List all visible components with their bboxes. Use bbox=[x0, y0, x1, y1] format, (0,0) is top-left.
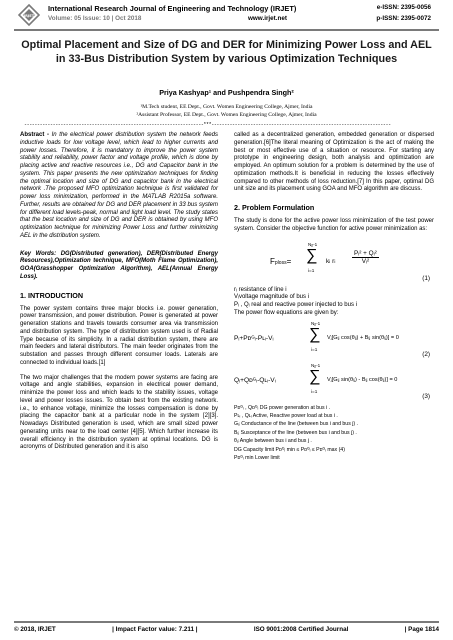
right-paragraph-2: The study is done for the active power loss minimization of the test power system. Consider the objective function for active power minimization as: bbox=[234, 218, 434, 232]
journal-name: International Research Journal of Engineering and Technology (IRJET) bbox=[48, 4, 297, 13]
power-flow-intro: The power flow equations are given by: bbox=[234, 309, 339, 316]
intro-paragraph-1: The power system contains three major blocks i.e. power generation, power transmission, and power distribution. Power is generated at power generation stations and travels towards consumer area via transmission and distribution system. The type of distribution system used is of Radial Type because of its simplicity. In a radial distribution system, there are main feeders and lateral distributors. The main feeder originates from the substation and passes through different consumer loads. Laterals are connected to individual loads.[1] bbox=[20, 305, 218, 366]
footer-impact-factor: | Impact Factor value: 7.211 | bbox=[112, 626, 198, 633]
footer-page-number: | Page 1814 bbox=[404, 626, 439, 633]
journal-header bbox=[0, 0, 453, 28]
def-pq: Pᵢ , Qᵢ real and reactive power injected to bus i bbox=[234, 302, 357, 308]
eq2-sum-lower: i=1 bbox=[311, 346, 318, 352]
journal-website-link[interactable]: www.irjet.net bbox=[248, 15, 287, 22]
right-column bbox=[234, 132, 434, 462]
eq1-term: ki ri bbox=[326, 257, 336, 265]
def-dg-power: Pᴅᴳᵢ , Qᴅᴳᵢ DG power generation at bus i . bbox=[234, 404, 331, 411]
def-r: rᵢ resistance of line i bbox=[234, 286, 287, 293]
abstract-label: Abstract - bbox=[20, 132, 49, 138]
equation-2 bbox=[234, 320, 434, 360]
eq3-body: Vⱼ[Gᵢⱼ sin(θᵢⱼ) - Bᵢⱼ cos(θᵢⱼ)] = 0 bbox=[327, 376, 398, 383]
footer-divider bbox=[14, 621, 439, 623]
p-issn: p-ISSN: 2395-0072 bbox=[376, 15, 431, 22]
eq1-lhs: Fploss= bbox=[270, 256, 292, 266]
eq3-lhs: Qᵢ+Qᴅᴳᵢ-Qʟᵢ-Vᵢ bbox=[234, 376, 276, 384]
eq3-sum-lower: i=1 bbox=[311, 388, 318, 394]
affiliation-2: ²Assistant Professor, EE Dept., Govt. Women Engineering College, Ajmer, India bbox=[136, 112, 317, 118]
keywords bbox=[20, 251, 218, 282]
eq2-lhs: Pᵢ+Pᴅᴳᵢ-Pʟᵢ-Vᵢ bbox=[234, 334, 274, 342]
eq1-sum-upper: Nᵦ-1 bbox=[308, 241, 318, 247]
def-angle: θᵢⱼ Angle between bus i and bus j . bbox=[234, 438, 312, 445]
page-footer bbox=[14, 626, 439, 633]
eq2-sum-upper: Nᵦ-1 bbox=[311, 320, 321, 326]
eq3-summation-symbol: ∑ bbox=[309, 367, 321, 385]
equation-1 bbox=[234, 241, 434, 285]
eq2-number: (2) bbox=[422, 350, 430, 358]
volume-line bbox=[48, 15, 287, 22]
abstract-text: In the electrical power distribution system the network feeds inductive loads for low voltage level, which lead to higher currents and power losses. Therefore, it is mandatory to improve the power system stability and reliability, power factor and voltage profile, which is done by placing active and reactive resources i.e., DG and Capacitor bank in the system. This paper presents the new optimization techniques for finding the optimal location and size of DG and capacitor bank in the electrical network .The proposed MFO optimization technique is first validated for power loss minimization, performed in the MATLAB R2015a software. Further, results are obtained for DG and DER placement in 33 bus system for different load levels-peak, normal and light load level. The study states that the best location and size of DG and DER is obtained by using MFO optimization technique for minimizing Power Loss and further minimizing AEL in the distribution system. bbox=[20, 132, 218, 239]
dg-capacity-limit: DG Capacity limit Pᴅᴳᵢ min ≤ Pᴅᴳᵢ ≤ Pᴅᴳᵢ max (4) bbox=[234, 446, 345, 453]
section-separator: ---------------------------------------------------------------------***--------------------------------------------------------------------- bbox=[24, 122, 391, 128]
dg-lower-limit: Pᴅᴳᵢ min Lower limit bbox=[234, 454, 280, 461]
svg-text:IRJET: IRJET bbox=[23, 13, 35, 18]
keywords-label: Key Words: bbox=[20, 250, 57, 257]
intro-paragraph-2: The two major challenges that the modern power systems are facing are voltage and angle stabilities, expansion in electrical power demand, minimize the power loss and which leads to the stability issues, voltage level and power losses issues. To obtain best from the existing network. i.e., to enhance voltage, minimize the losses compensation is done by placing the capacitor bank at a particular node in the system [2][3]. Nowadays Distributed generation is used, which are small sized power generating units near to the load center [4][5]. Which further increase its overall efficiency in the distribution system at optimal locations. DG is acronyms of Distributed generation and it is also bbox=[20, 374, 218, 451]
def-v: Vᵢvoltage magnitude of bus i bbox=[234, 294, 309, 301]
eq1-fraction bbox=[352, 250, 379, 267]
eq1-summation-symbol: ∑ bbox=[306, 246, 318, 264]
irjet-logo bbox=[18, 4, 40, 26]
eq1-numerator: Pᵢ² + Qᵢ² bbox=[354, 249, 377, 257]
volume-issue: Volume: 05 Issue: 10 | Oct 2018 bbox=[48, 15, 142, 22]
footer-iso: ISO 9001:2008 Certified Journal bbox=[253, 626, 349, 633]
eq2-summation-symbol: ∑ bbox=[309, 325, 321, 343]
intro-heading: 1. INTRODUCTION bbox=[20, 290, 84, 300]
equation-3 bbox=[234, 362, 434, 402]
abstract bbox=[20, 132, 218, 241]
right-paragraph-1: called as a decentralized generation, embedded generation or dispersed generation.[6]The literal meaning of Optimization is the act of making the best or most effective use of a situation or resource. For starting any prototype in engineering design, both analysis and optimization are employed. An optimum solution for a problem is determined by the use of optimization methods.It is beneficial in reducing the losses effectively compared to other methods of loss reduction.[7] In this paper, optimal DG unit size and its placement using GOA and MFO algorithm are discuss. bbox=[234, 132, 434, 193]
eq3-sum-upper: Nᵦ-1 bbox=[311, 362, 321, 368]
paper-authors: Priya Kashyap¹ and Pushpendra Singh² bbox=[159, 88, 294, 97]
eq2-body: Vⱼ[Gᵢⱼ cos(θᵢⱼ) + Bᵢⱼ sin(θᵢⱼ)] = 0 bbox=[327, 334, 399, 341]
eq1-sum-lower: i=1 bbox=[308, 267, 315, 273]
def-susceptance: Bᵢⱼ Susceptance of the line (between bus i and bus j) . bbox=[234, 429, 357, 436]
eq1-denominator: Vᵢ² bbox=[361, 258, 370, 266]
eq3-number: (3) bbox=[422, 392, 430, 400]
eq1-number: (1) bbox=[422, 274, 430, 282]
def-load-power: Pʟᵢ , Qʟᵢ Active, Reactive power load at bus i . bbox=[234, 412, 338, 419]
left-column bbox=[20, 132, 218, 459]
def-conductance: Gᵢⱼ Conductance of the line (between bus i and bus j) . bbox=[234, 421, 358, 428]
header-divider bbox=[14, 29, 439, 31]
keywords-text: DG(Distributed generation), DER(Distributed Energy Resources),Optimization technique, MFO(Moth Flame Optimization), GOA(Grasshopper Optimization Algorithm), AEL(Annual Energy Loss). bbox=[20, 250, 219, 280]
affiliation-1: ¹M.Tech student, EE Dept., Govt. Women Engineering College, Ajmer, India bbox=[140, 104, 313, 110]
footer-copyright: © 2018, IRJET bbox=[14, 626, 56, 633]
e-issn: e-ISSN: 2395-0056 bbox=[376, 4, 431, 11]
problem-formulation-heading: 2. Problem Formulation bbox=[234, 203, 315, 212]
paper-title: Optimal Placement and Size of DG and DER for Minimizing Power Loss and AEL in 33-Bus Distribution System by various Optimization Techniques bbox=[21, 39, 432, 65]
